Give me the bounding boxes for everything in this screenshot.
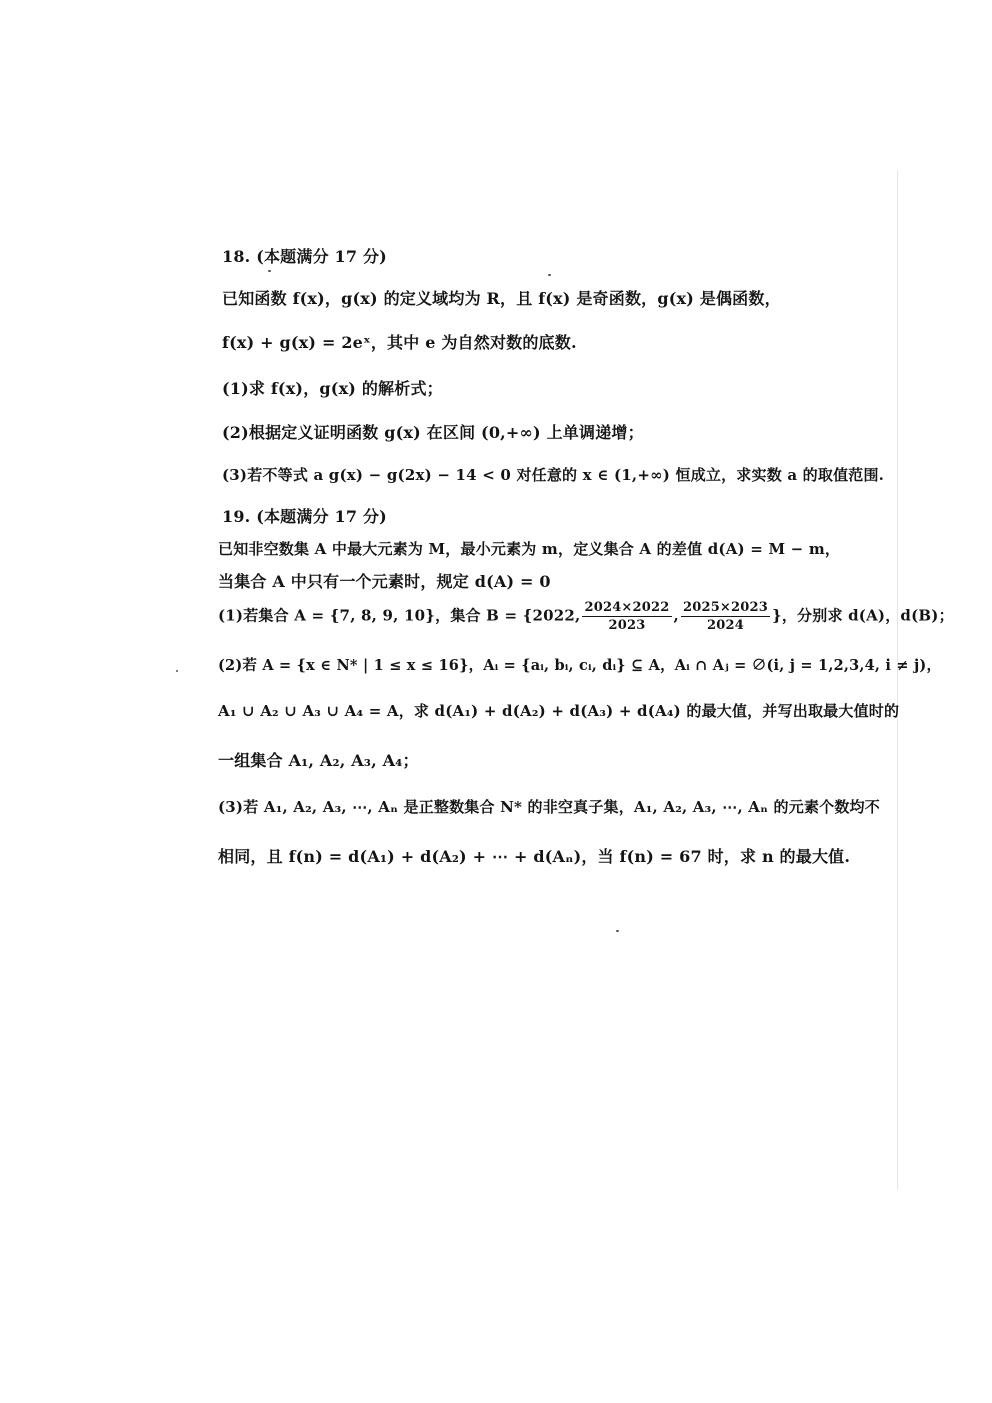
q18-intro-line2: f(x) + g(x) = 2eˣ，其中 e 为自然对数的底数. (222, 333, 577, 352)
q19-heading: 19. (本题满分 17 分) (222, 507, 387, 526)
q19-part3-line1: (3)若 A₁, A₂, A₃, ⋯, Aₙ 是正整数集合 N* 的非空真子集，A₁, A₂, A₃, ⋯, Aₙ 的元素个数均不 (218, 798, 880, 816)
q18-part3: (3)若不等式 a g(x) − g(2x) − 14 < 0 对任意的 x ∈ (1,+∞) 恒成立，求实数 a 的取值范围. (222, 466, 885, 484)
q19-part1-comma: , (673, 606, 679, 625)
fraction-1-denominator: 2023 (608, 618, 646, 633)
q19-part2-line1: (2)若 A = {x ∈ N* | 1 ≤ x ≤ 16}，Aᵢ = {aᵢ, bᵢ, cᵢ, dᵢ} ⊆ A，Aᵢ ∩ Aⱼ = ∅(i, j = 1,2,3,4, i ≠ j)， (218, 657, 942, 674)
q19-part1-prefix: (1)若集合 A = {7, 8, 9, 10}，集合 B = {2022, (218, 606, 581, 625)
q18-heading: 18. (本题满分 17 分) (222, 247, 387, 266)
scan-speck (268, 270, 271, 272)
fraction-1 (582, 600, 671, 633)
q18-part1: (1)求 f(x)，g(x) 的解析式； (222, 379, 443, 398)
q19-part3-line2: 相同，且 f(n) = d(A₁) + d(A₂) + ⋯ + d(Aₙ)，当 f(n) = 67 时，求 n 的最大值. (218, 847, 851, 866)
q18-intro-line1: 已知函数 f(x)，g(x) 的定义域均为 R，且 f(x) 是奇函数，g(x) 是偶函数， (222, 289, 781, 308)
scan-edge-line (897, 170, 898, 1190)
q19-part2-line2: A₁ ∪ A₂ ∪ A₃ ∪ A₄ = A，求 d(A₁) + d(A₂) + d(A₃) + d(A₄) 的最大值，并写出取最大值时的 (218, 702, 900, 720)
fraction-2 (681, 600, 770, 633)
q18-part2: (2)根据定义证明函数 g(x) 在区间 (0,+∞) 上单调递增； (222, 423, 644, 442)
scan-speck (176, 670, 178, 672)
scan-speck (548, 274, 551, 276)
q19-intro-line1: 已知非空数集 A 中最大元素为 M，最小元素为 m，定义集合 A 的差值 d(A) = M − m， (218, 540, 841, 558)
q19-intro-line2: 当集合 A 中只有一个元素时，规定 d(A) = 0 (218, 572, 551, 591)
fraction-2-numerator: 2025×2023 (682, 600, 769, 615)
q19-part1 (218, 600, 954, 633)
q19-part2-line3: 一组集合 A₁, A₂, A₃, A₄； (218, 751, 419, 770)
fraction-2-denominator: 2024 (706, 618, 744, 633)
scan-speck (616, 930, 619, 932)
q19-part1-suffix: }，分别求 d(A)，d(B)； (772, 606, 954, 625)
fraction-1-numerator: 2024×2022 (584, 600, 670, 615)
